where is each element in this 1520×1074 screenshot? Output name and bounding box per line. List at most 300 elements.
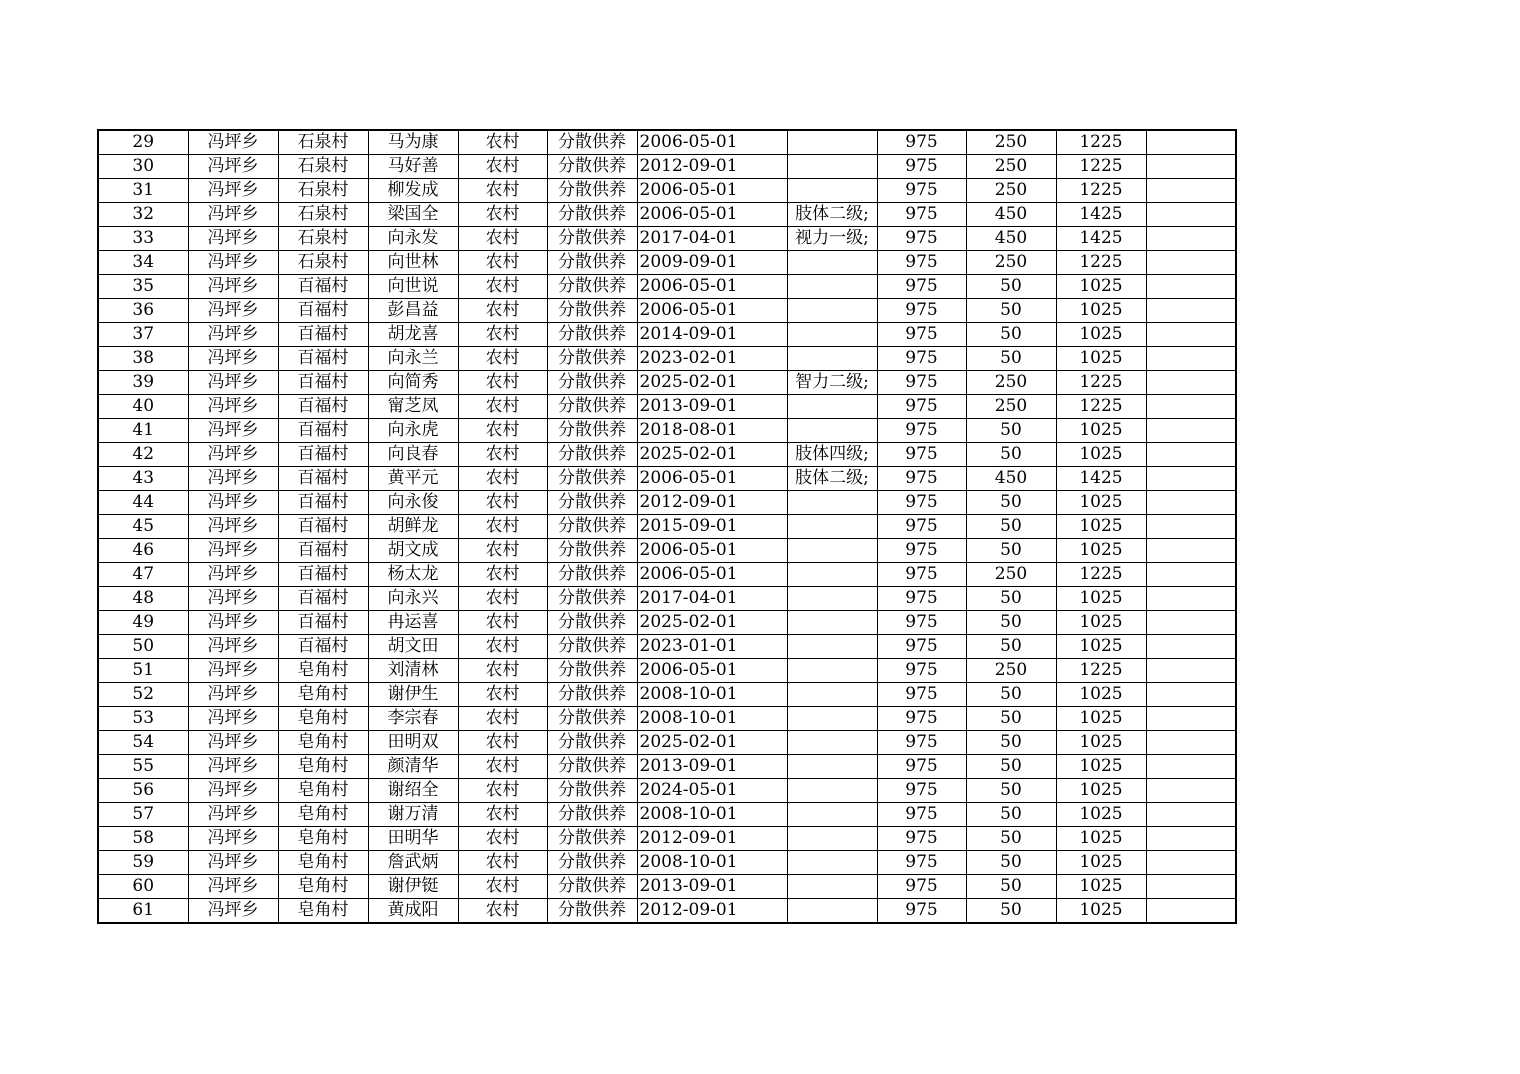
start-date-cell: 2017-04-01 <box>637 587 787 611</box>
subsidy-amount-cell: 50 <box>966 539 1056 563</box>
subsidy-amount-cell: 50 <box>966 779 1056 803</box>
start-date-cell: 2012-09-01 <box>637 155 787 179</box>
start-date-cell: 2006-05-01 <box>637 563 787 587</box>
name-cell: 甯芝凤 <box>368 395 458 419</box>
name-cell: 黄成阳 <box>368 899 458 924</box>
remark-cell <box>1146 659 1236 683</box>
remark-cell <box>1146 611 1236 635</box>
name-cell: 柳发成 <box>368 179 458 203</box>
support-type-cell: 分散供养 <box>547 827 637 851</box>
township-cell: 冯坪乡 <box>188 179 278 203</box>
total-amount-cell: 1025 <box>1056 515 1146 539</box>
total-amount-cell: 1225 <box>1056 371 1146 395</box>
village-cell: 百福村 <box>278 275 368 299</box>
total-amount-cell: 1225 <box>1056 563 1146 587</box>
total-amount-cell: 1425 <box>1056 203 1146 227</box>
remark-cell <box>1146 299 1236 323</box>
name-cell: 杨太龙 <box>368 563 458 587</box>
name-cell: 向永兰 <box>368 347 458 371</box>
table-row <box>98 299 1236 323</box>
remark-cell <box>1146 443 1236 467</box>
row-number-cell: 32 <box>98 203 188 227</box>
base-amount-cell: 975 <box>877 539 966 563</box>
name-cell: 梁国全 <box>368 203 458 227</box>
start-date-cell: 2006-05-01 <box>637 275 787 299</box>
name-cell: 马为康 <box>368 130 458 155</box>
village-cell: 百福村 <box>278 323 368 347</box>
total-amount-cell: 1025 <box>1056 851 1146 875</box>
total-amount-cell: 1025 <box>1056 299 1146 323</box>
row-number-cell: 47 <box>98 563 188 587</box>
start-date-cell: 2008-10-01 <box>637 707 787 731</box>
start-date-cell: 2023-02-01 <box>637 347 787 371</box>
remark-cell <box>1146 539 1236 563</box>
base-amount-cell: 975 <box>877 707 966 731</box>
table-row <box>98 635 1236 659</box>
name-cell: 彭昌益 <box>368 299 458 323</box>
total-amount-cell: 1225 <box>1056 130 1146 155</box>
row-number-cell: 54 <box>98 731 188 755</box>
table-row <box>98 395 1236 419</box>
row-number-cell: 49 <box>98 611 188 635</box>
start-date-cell: 2025-02-01 <box>637 731 787 755</box>
area-type-cell: 农村 <box>458 563 547 587</box>
subsidy-amount-cell: 450 <box>966 467 1056 491</box>
disability-cell <box>787 323 877 347</box>
row-number-cell: 56 <box>98 779 188 803</box>
subsidy-amount-cell: 50 <box>966 515 1056 539</box>
township-cell: 冯坪乡 <box>188 467 278 491</box>
table-row <box>98 467 1236 491</box>
total-amount-cell: 1025 <box>1056 827 1146 851</box>
township-cell: 冯坪乡 <box>188 683 278 707</box>
table-row <box>98 611 1236 635</box>
support-type-cell: 分散供养 <box>547 251 637 275</box>
area-type-cell: 农村 <box>458 467 547 491</box>
base-amount-cell: 975 <box>877 563 966 587</box>
area-type-cell: 农村 <box>458 251 547 275</box>
township-cell: 冯坪乡 <box>188 155 278 179</box>
table-row <box>98 827 1236 851</box>
remark-cell <box>1146 419 1236 443</box>
base-amount-cell: 975 <box>877 827 966 851</box>
total-amount-cell: 1025 <box>1056 707 1146 731</box>
village-cell: 石泉村 <box>278 227 368 251</box>
total-amount-cell: 1025 <box>1056 491 1146 515</box>
support-type-cell: 分散供养 <box>547 515 637 539</box>
name-cell: 颜清华 <box>368 755 458 779</box>
village-cell: 百福村 <box>278 515 368 539</box>
row-number-cell: 30 <box>98 155 188 179</box>
village-cell: 石泉村 <box>278 179 368 203</box>
village-cell: 皂角村 <box>278 755 368 779</box>
subsidy-amount-cell: 250 <box>966 395 1056 419</box>
base-amount-cell: 975 <box>877 875 966 899</box>
area-type-cell: 农村 <box>458 731 547 755</box>
support-type-cell: 分散供养 <box>547 371 637 395</box>
area-type-cell: 农村 <box>458 323 547 347</box>
township-cell: 冯坪乡 <box>188 659 278 683</box>
total-amount-cell: 1025 <box>1056 635 1146 659</box>
total-amount-cell: 1425 <box>1056 227 1146 251</box>
area-type-cell: 农村 <box>458 130 547 155</box>
remark-cell <box>1146 371 1236 395</box>
area-type-cell: 农村 <box>458 395 547 419</box>
support-type-cell: 分散供养 <box>547 899 637 924</box>
area-type-cell: 农村 <box>458 347 547 371</box>
remark-cell <box>1146 563 1236 587</box>
table-row <box>98 203 1236 227</box>
row-number-cell: 61 <box>98 899 188 924</box>
remark-cell <box>1146 683 1236 707</box>
area-type-cell: 农村 <box>458 659 547 683</box>
area-type-cell: 农村 <box>458 515 547 539</box>
disability-cell <box>787 515 877 539</box>
name-cell: 向良春 <box>368 443 458 467</box>
subsidy-amount-cell: 450 <box>966 227 1056 251</box>
start-date-cell: 2009-09-01 <box>637 251 787 275</box>
disability-cell <box>787 683 877 707</box>
start-date-cell: 2013-09-01 <box>637 875 787 899</box>
table-row <box>98 755 1236 779</box>
support-type-cell: 分散供养 <box>547 755 637 779</box>
table-row <box>98 515 1236 539</box>
row-number-cell: 38 <box>98 347 188 371</box>
area-type-cell: 农村 <box>458 299 547 323</box>
area-type-cell: 农村 <box>458 779 547 803</box>
area-type-cell: 农村 <box>458 227 547 251</box>
remark-cell <box>1146 155 1236 179</box>
total-amount-cell: 1025 <box>1056 731 1146 755</box>
township-cell: 冯坪乡 <box>188 203 278 227</box>
area-type-cell: 农村 <box>458 275 547 299</box>
base-amount-cell: 975 <box>877 659 966 683</box>
base-amount-cell: 975 <box>877 731 966 755</box>
disability-cell <box>787 179 877 203</box>
base-amount-cell: 975 <box>877 515 966 539</box>
subsidy-amount-cell: 50 <box>966 827 1056 851</box>
total-amount-cell: 1425 <box>1056 467 1146 491</box>
base-amount-cell: 975 <box>877 130 966 155</box>
support-type-cell: 分散供养 <box>547 587 637 611</box>
village-cell: 百福村 <box>278 299 368 323</box>
remark-cell <box>1146 755 1236 779</box>
table-row <box>98 491 1236 515</box>
start-date-cell: 2006-05-01 <box>637 659 787 683</box>
table-row <box>98 155 1236 179</box>
table-row <box>98 275 1236 299</box>
total-amount-cell: 1025 <box>1056 275 1146 299</box>
township-cell: 冯坪乡 <box>188 419 278 443</box>
name-cell: 马好善 <box>368 155 458 179</box>
name-cell: 谢万清 <box>368 803 458 827</box>
village-cell: 石泉村 <box>278 130 368 155</box>
row-number-cell: 44 <box>98 491 188 515</box>
village-cell: 百福村 <box>278 467 368 491</box>
township-cell: 冯坪乡 <box>188 899 278 924</box>
area-type-cell: 农村 <box>458 155 547 179</box>
disability-cell <box>787 155 877 179</box>
total-amount-cell: 1025 <box>1056 875 1146 899</box>
village-cell: 石泉村 <box>278 203 368 227</box>
start-date-cell: 2018-08-01 <box>637 419 787 443</box>
base-amount-cell: 975 <box>877 491 966 515</box>
total-amount-cell: 1025 <box>1056 347 1146 371</box>
disability-cell <box>787 875 877 899</box>
name-cell: 向永虎 <box>368 419 458 443</box>
township-cell: 冯坪乡 <box>188 539 278 563</box>
total-amount-cell: 1025 <box>1056 755 1146 779</box>
name-cell: 田明双 <box>368 731 458 755</box>
area-type-cell: 农村 <box>458 707 547 731</box>
table-row <box>98 347 1236 371</box>
total-amount-cell: 1025 <box>1056 683 1146 707</box>
area-type-cell: 农村 <box>458 443 547 467</box>
area-type-cell: 农村 <box>458 635 547 659</box>
remark-cell <box>1146 395 1236 419</box>
row-number-cell: 52 <box>98 683 188 707</box>
name-cell: 向永俊 <box>368 491 458 515</box>
name-cell: 向永兴 <box>368 587 458 611</box>
disability-cell <box>787 587 877 611</box>
table-row <box>98 371 1236 395</box>
start-date-cell: 2023-01-01 <box>637 635 787 659</box>
village-cell: 皂角村 <box>278 851 368 875</box>
subsidy-amount-cell: 50 <box>966 419 1056 443</box>
village-cell: 百福村 <box>278 539 368 563</box>
row-number-cell: 50 <box>98 635 188 659</box>
area-type-cell: 农村 <box>458 491 547 515</box>
total-amount-cell: 1025 <box>1056 419 1146 443</box>
township-cell: 冯坪乡 <box>188 443 278 467</box>
table-row <box>98 899 1236 924</box>
support-type-cell: 分散供养 <box>547 851 637 875</box>
township-cell: 冯坪乡 <box>188 299 278 323</box>
area-type-cell: 农村 <box>458 803 547 827</box>
row-number-cell: 48 <box>98 587 188 611</box>
subsidy-amount-cell: 250 <box>966 179 1056 203</box>
support-type-cell: 分散供养 <box>547 707 637 731</box>
total-amount-cell: 1025 <box>1056 323 1146 347</box>
remark-cell <box>1146 851 1236 875</box>
disability-cell <box>787 251 877 275</box>
township-cell: 冯坪乡 <box>188 323 278 347</box>
disability-cell <box>787 491 877 515</box>
support-type-cell: 分散供养 <box>547 779 637 803</box>
township-cell: 冯坪乡 <box>188 395 278 419</box>
support-type-cell: 分散供养 <box>547 203 637 227</box>
subsidy-amount-cell: 50 <box>966 851 1056 875</box>
disability-cell <box>787 851 877 875</box>
disability-cell <box>787 827 877 851</box>
remark-cell <box>1146 875 1236 899</box>
start-date-cell: 2006-05-01 <box>637 203 787 227</box>
support-type-cell: 分散供养 <box>547 227 637 251</box>
disability-cell <box>787 731 877 755</box>
subsidy-amount-cell: 250 <box>966 659 1056 683</box>
support-type-cell: 分散供养 <box>547 875 637 899</box>
name-cell: 冉运喜 <box>368 611 458 635</box>
remark-cell <box>1146 491 1236 515</box>
table-row <box>98 563 1236 587</box>
village-cell: 百福村 <box>278 635 368 659</box>
remark-cell <box>1146 251 1236 275</box>
township-cell: 冯坪乡 <box>188 563 278 587</box>
table-row <box>98 539 1236 563</box>
subsidy-amount-cell: 50 <box>966 587 1056 611</box>
disability-cell <box>787 635 877 659</box>
disability-cell <box>787 611 877 635</box>
township-cell: 冯坪乡 <box>188 491 278 515</box>
disability-cell <box>787 347 877 371</box>
subsidy-amount-cell: 250 <box>966 251 1056 275</box>
area-type-cell: 农村 <box>458 827 547 851</box>
subsidy-amount-cell: 250 <box>966 155 1056 179</box>
township-cell: 冯坪乡 <box>188 827 278 851</box>
area-type-cell: 农村 <box>458 539 547 563</box>
start-date-cell: 2025-02-01 <box>637 371 787 395</box>
base-amount-cell: 975 <box>877 683 966 707</box>
start-date-cell: 2025-02-01 <box>637 443 787 467</box>
base-amount-cell: 975 <box>877 179 966 203</box>
name-cell: 胡文田 <box>368 635 458 659</box>
disability-cell: 智力二级; <box>787 371 877 395</box>
area-type-cell: 农村 <box>458 755 547 779</box>
township-cell: 冯坪乡 <box>188 347 278 371</box>
area-type-cell: 农村 <box>458 899 547 924</box>
remark-cell <box>1146 515 1236 539</box>
remark-cell <box>1146 179 1236 203</box>
base-amount-cell: 975 <box>877 275 966 299</box>
base-amount-cell: 975 <box>877 467 966 491</box>
subsidy-amount-cell: 50 <box>966 755 1056 779</box>
table-row <box>98 659 1236 683</box>
row-number-cell: 36 <box>98 299 188 323</box>
total-amount-cell: 1025 <box>1056 587 1146 611</box>
table-row <box>98 731 1236 755</box>
subsidy-amount-cell: 50 <box>966 899 1056 924</box>
total-amount-cell: 1025 <box>1056 779 1146 803</box>
name-cell: 谢伊铤 <box>368 875 458 899</box>
name-cell: 谢伊生 <box>368 683 458 707</box>
subsidy-amount-cell: 450 <box>966 203 1056 227</box>
area-type-cell: 农村 <box>458 851 547 875</box>
disability-cell <box>787 755 877 779</box>
row-number-cell: 60 <box>98 875 188 899</box>
remark-cell <box>1146 275 1236 299</box>
township-cell: 冯坪乡 <box>188 779 278 803</box>
start-date-cell: 2012-09-01 <box>637 899 787 924</box>
name-cell: 詹武炳 <box>368 851 458 875</box>
name-cell: 谢绍全 <box>368 779 458 803</box>
row-number-cell: 53 <box>98 707 188 731</box>
start-date-cell: 2025-02-01 <box>637 611 787 635</box>
support-type-cell: 分散供养 <box>547 467 637 491</box>
subsidy-amount-cell: 50 <box>966 731 1056 755</box>
row-number-cell: 58 <box>98 827 188 851</box>
subsidy-amount-cell: 250 <box>966 563 1056 587</box>
total-amount-cell: 1025 <box>1056 899 1146 924</box>
table-row <box>98 179 1236 203</box>
start-date-cell: 2012-09-01 <box>637 827 787 851</box>
table-row <box>98 779 1236 803</box>
total-amount-cell: 1225 <box>1056 395 1146 419</box>
remark-cell <box>1146 827 1236 851</box>
support-type-cell: 分散供养 <box>547 275 637 299</box>
disability-cell: 肢体四级; <box>787 443 877 467</box>
township-cell: 冯坪乡 <box>188 130 278 155</box>
base-amount-cell: 975 <box>877 299 966 323</box>
subsidy-amount-cell: 250 <box>966 130 1056 155</box>
township-cell: 冯坪乡 <box>188 755 278 779</box>
remark-cell <box>1146 467 1236 491</box>
area-type-cell: 农村 <box>458 419 547 443</box>
area-type-cell: 农村 <box>458 203 547 227</box>
village-cell: 石泉村 <box>278 251 368 275</box>
total-amount-cell: 1225 <box>1056 659 1146 683</box>
support-type-cell: 分散供养 <box>547 683 637 707</box>
village-cell: 皂角村 <box>278 875 368 899</box>
subsidy-amount-cell: 50 <box>966 635 1056 659</box>
base-amount-cell: 975 <box>877 203 966 227</box>
base-amount-cell: 975 <box>877 323 966 347</box>
row-number-cell: 34 <box>98 251 188 275</box>
disability-cell <box>787 779 877 803</box>
row-number-cell: 57 <box>98 803 188 827</box>
table-row <box>98 323 1236 347</box>
start-date-cell: 2014-09-01 <box>637 323 787 347</box>
area-type-cell: 农村 <box>458 611 547 635</box>
remark-cell <box>1146 731 1236 755</box>
row-number-cell: 45 <box>98 515 188 539</box>
remark-cell <box>1146 227 1236 251</box>
village-cell: 皂角村 <box>278 899 368 924</box>
start-date-cell: 2008-10-01 <box>637 803 787 827</box>
support-type-cell: 分散供养 <box>547 491 637 515</box>
name-cell: 胡文成 <box>368 539 458 563</box>
support-type-cell: 分散供养 <box>547 130 637 155</box>
base-amount-cell: 975 <box>877 155 966 179</box>
base-amount-cell: 975 <box>877 635 966 659</box>
name-cell: 向永发 <box>368 227 458 251</box>
row-number-cell: 37 <box>98 323 188 347</box>
township-cell: 冯坪乡 <box>188 803 278 827</box>
total-amount-cell: 1025 <box>1056 539 1146 563</box>
row-number-cell: 39 <box>98 371 188 395</box>
subsidy-amount-cell: 50 <box>966 299 1056 323</box>
remark-cell <box>1146 635 1236 659</box>
subsidy-amount-cell: 50 <box>966 347 1056 371</box>
township-cell: 冯坪乡 <box>188 371 278 395</box>
subsidy-amount-cell: 50 <box>966 707 1056 731</box>
base-amount-cell: 975 <box>877 851 966 875</box>
township-cell: 冯坪乡 <box>188 227 278 251</box>
row-number-cell: 55 <box>98 755 188 779</box>
base-amount-cell: 975 <box>877 251 966 275</box>
remark-cell <box>1146 203 1236 227</box>
total-amount-cell: 1025 <box>1056 443 1146 467</box>
disability-cell <box>787 659 877 683</box>
township-cell: 冯坪乡 <box>188 611 278 635</box>
row-number-cell: 59 <box>98 851 188 875</box>
table-row <box>98 251 1236 275</box>
row-number-cell: 40 <box>98 395 188 419</box>
township-cell: 冯坪乡 <box>188 851 278 875</box>
village-cell: 皂角村 <box>278 707 368 731</box>
village-cell: 百福村 <box>278 419 368 443</box>
base-amount-cell: 975 <box>877 587 966 611</box>
disability-cell <box>787 803 877 827</box>
